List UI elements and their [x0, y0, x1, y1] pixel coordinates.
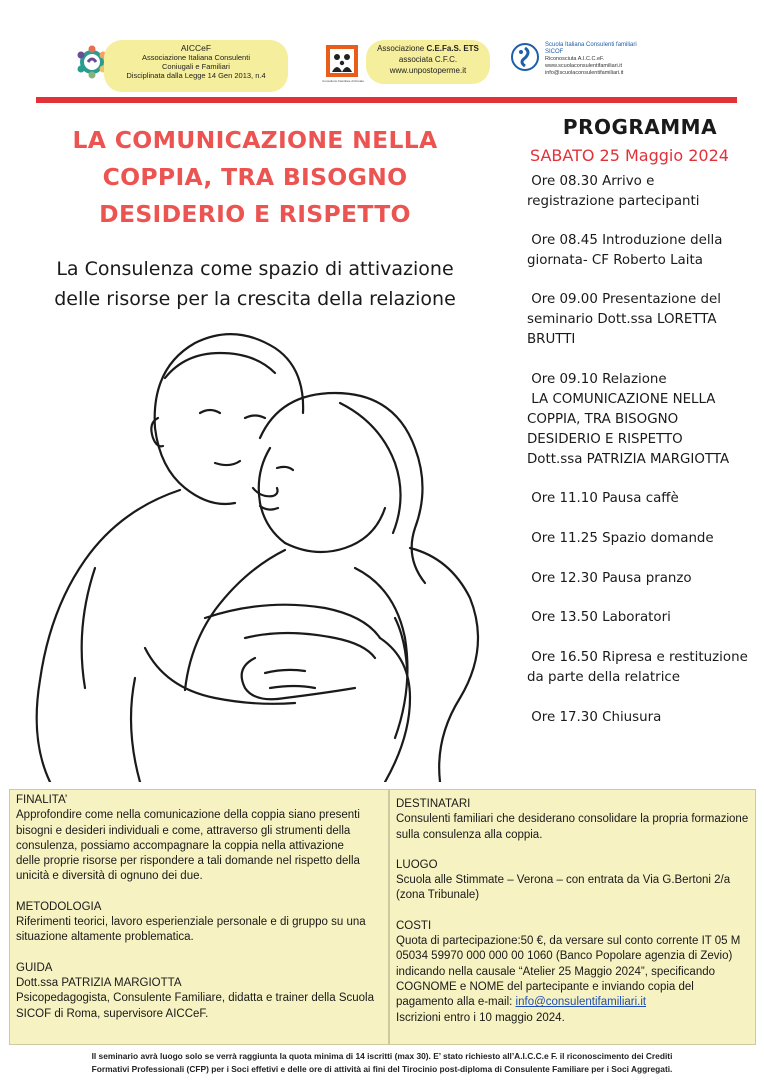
sicof-header-label — [545, 42, 675, 77]
aicc-line1: Associazione Italiana Consulenti — [142, 53, 250, 62]
sicof-line3: Riconosciuta A.I.C.C.eF. — [545, 56, 605, 62]
costi-heading: COSTI — [396, 919, 432, 932]
sicof-logo-icon — [510, 42, 540, 72]
programma-item: Ore 16.50 Ripresa e restituzione da parte della relatrice — [527, 650, 748, 685]
metodologia-heading: METODOLOGIA — [16, 900, 102, 913]
sicof-line5: info@scuolaconsulentifamiliari.it — [545, 70, 624, 76]
title-line1: LA COMUNICAZIONE NELLA — [72, 126, 438, 154]
costi-text — [396, 934, 749, 1010]
cefas-line2: associata C.F.C. — [398, 55, 458, 64]
header-divider — [36, 97, 737, 103]
programma-item: Ore 12.30 Pausa pranzo — [527, 571, 692, 586]
footer-line1: Il seminario avrà luogo solo se verrà raggiunta la quota minima di 14 iscritti (max 30). E’ stato richiesto all’A.I.C.C.e F. il riconoscimento dei Crediti — [91, 1051, 673, 1061]
cefas-name: C.E.Fa.S. ETS — [426, 44, 479, 53]
metodologia-text: Riferimenti teorici, lavoro esperienziale personale e di gruppo su una situazione altamente problematica. — [16, 916, 366, 944]
finalita-text-2: delle proprie risorse per rispondere a tali domande nel rispetto della unicità e diversità di ognuno dei due. — [16, 855, 360, 883]
footer-note — [50, 1050, 714, 1076]
aicc-line3: Disciplinata dalla Legge 14 Gen 2013, n.4 — [126, 71, 266, 80]
sicof-line2: SICOF — [545, 49, 564, 55]
programma-item: Ore 08.30 Arrivo e registrazione partecipanti — [527, 174, 700, 209]
title-line2: COPPIA, TRA BISOGNO — [102, 163, 408, 191]
iscrizioni-text: Iscrizioni entro i 10 maggio 2024. — [396, 1011, 565, 1024]
title-line3: DESIDERIO E RISPETTO — [99, 200, 411, 228]
programma-item: Ore 08.45 Introduzione della giornata- CF Roberto Laita — [527, 233, 723, 268]
guida-heading: GUIDA — [16, 961, 53, 974]
programma-item: Ore 13.50 Laboratori — [527, 610, 671, 625]
finalita-heading: FINALITA’ — [16, 794, 68, 806]
luogo-heading: LUOGO — [396, 858, 438, 871]
subtitle — [20, 254, 490, 314]
aicc-title: AICCeF — [180, 43, 212, 53]
programma-date: SABATO 25 Maggio 2024 — [530, 146, 729, 165]
aicc-header-label — [104, 40, 288, 92]
cefas-logo-caption: Consultorio Familiare di Rovato — [322, 79, 364, 83]
guida-text: Psicopedagogista, Consulente Familiare, didatta e trainer della Scuola SICOF di Roma, supervisore AICCeF. — [16, 992, 374, 1020]
destinatari-heading: DESTINATARI — [396, 798, 471, 810]
aicc-line2: Coniugali e Familiari — [162, 62, 230, 71]
destinatari-text: Consulenti familiari che desiderano consolidare la propria formazione sulla consulenza alla coppia. — [396, 813, 749, 841]
cefas-website: www.unpostoperme.it — [389, 66, 467, 75]
sicof-line1: Scuola Italiana Consulenti familiari — [545, 42, 637, 48]
cefas-logo-icon — [325, 44, 359, 78]
costi-text-body: Quota di partecipazione:50 €, da versare sul conto corrente IT 05 M 05034 59970 000 000 00 1060 (Banco Popolare agenzia di Zevio) indicando nella causale “Atelier 25 Maggio 2024”, specificando COGNOME e NOME del partecipante e inviando copia del pagamento alla e-mail: — [396, 935, 741, 1009]
sicof-line4: www.scuolaconsulentifamiliari.it — [545, 63, 623, 69]
programma-item: Ore 17.30 Chiusura — [527, 710, 662, 725]
info-box-left — [9, 789, 389, 1045]
couple-embrace-illustration — [15, 318, 515, 782]
finalita-text: Approfondire come nella comunicazione della coppia siano presenti bisogni e desideri individuali e come, attraverso gli strumenti della consulenza, possiamo accompagnare la coppia nella attivazione — [16, 809, 360, 852]
programma-item: Ore 09.10 Relazione LA COMUNICAZIONE NELLA COPPIA, TRA BISOGNO DESIDERIO E RISPETTO Dott.ssa PATRIZIA MARGIOTTA — [527, 372, 730, 467]
programma-item: Ore 11.25 Spazio domande — [527, 531, 714, 546]
page-title — [20, 122, 490, 233]
programma-item: Ore 11.10 Pausa caffè — [527, 491, 679, 506]
programma-item: Ore 09.00 Presentazione del seminario Dott.ssa LORETTA BRUTTI — [527, 292, 721, 347]
info-box-right — [389, 789, 756, 1045]
email-link[interactable]: info@consulentifamiliari.it — [515, 996, 647, 1009]
subtitle-line2: delle risorse per la crescita della relazione — [54, 288, 456, 310]
programma-heading: PROGRAMMA — [562, 115, 718, 139]
cefas-header-label — [366, 40, 490, 84]
footer-line2: Formativi Professionali (CFP) per i Soci effetivi e delle ore di attività ai fini del Tirocinio post-diploma di Consulente Familiare per i Soci Aggregati. — [91, 1064, 673, 1074]
cefas-prefix: Associazione — [377, 44, 427, 53]
subtitle-line1: La Consulenza come spazio di attivazione — [56, 258, 454, 280]
guida-name: Dott.ssa PATRIZIA MARGIOTTA — [16, 976, 182, 989]
luogo-text: Scuola alle Stimmate – Verona – con entrata da Via G.Bertoni 2/a (zona Tribunale) — [396, 874, 731, 902]
